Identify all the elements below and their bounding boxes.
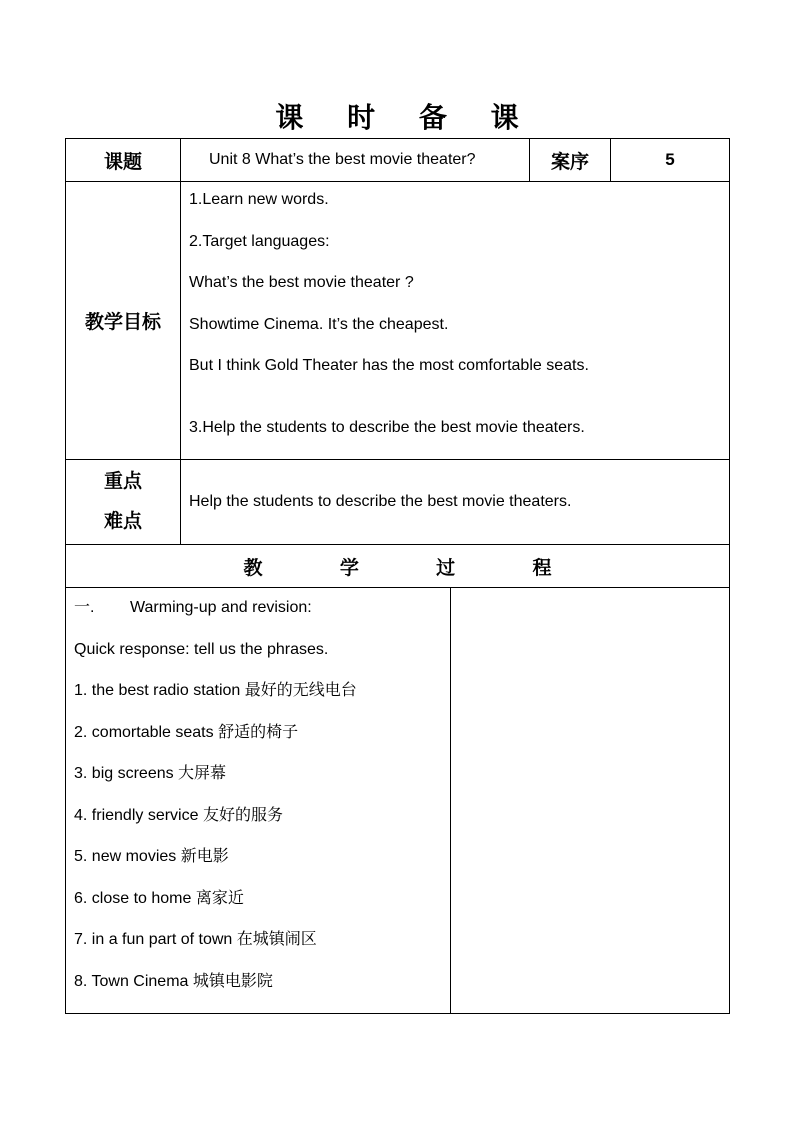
phrase-item: 5. new movies 新电影 (74, 848, 229, 865)
phrase-item: 1. the best radio station 最好的无线电台 (74, 682, 357, 699)
key-points-value: Help the students to describe the best movie theaters. (181, 460, 730, 545)
process-notes-cell (451, 588, 730, 1014)
intro-line: Quick response: tell us the phrases. (74, 640, 329, 658)
objective-line: Showtime Cinema. It’s the cheapest. (189, 315, 449, 333)
process-header-row (66, 545, 730, 588)
page-title: 课 时 备 课 (275, 102, 537, 133)
phrase-item: 3. big screens 大屏幕 (74, 765, 227, 782)
key-label-line2: 难点 (103, 511, 142, 532)
process-header-char: 过 (436, 557, 456, 579)
key-points-label (66, 460, 181, 545)
phrase-item: 6. close to home 离家近 (74, 889, 244, 907)
objectives-row (66, 182, 730, 460)
objective-line: 1.Learn new words. (189, 191, 329, 208)
process-header-char: 程 (532, 557, 552, 579)
case-label: 案序 (530, 139, 611, 182)
process-header (66, 545, 730, 588)
case-value: 5 (611, 139, 730, 182)
process-header-char: 学 (339, 557, 359, 579)
lesson-plan-table (65, 138, 730, 1014)
phrase-item: 8. Town Cinema 城镇电影院 (74, 972, 273, 990)
phrase-item: 7. in a fun part of town 在城镇闹区 (74, 931, 317, 948)
objectives-content (181, 182, 730, 460)
process-content (66, 588, 451, 1014)
objective-line: 2.Target languages: (189, 232, 330, 250)
key-points-row (66, 460, 730, 545)
key-label-line1: 重点 (103, 471, 142, 492)
phrase-item: 2. comortable seats 舒适的椅子 (74, 723, 299, 741)
section-number: 一. (74, 599, 95, 616)
topic-label: 课题 (66, 139, 181, 182)
objective-line: What’s the best movie theater ? (189, 274, 414, 291)
objectives-label: 教学目标 (66, 182, 181, 460)
section-title: Warming-up and revision: (130, 599, 312, 616)
blank-line (189, 398, 721, 418)
topic-value: Unit 8 What’s the best movie theater? (181, 139, 530, 182)
process-body-row (66, 588, 730, 1014)
objective-line: But I think Gold Theater has the most comfortable seats. (189, 357, 589, 374)
phrase-item: 4. friendly service 友好的服务 (74, 806, 283, 824)
process-header-char: 教 (243, 557, 263, 579)
header-row (66, 139, 730, 182)
objective-line: 3.Help the students to describe the best movie theaters. (189, 418, 585, 436)
section-heading (74, 598, 442, 640)
